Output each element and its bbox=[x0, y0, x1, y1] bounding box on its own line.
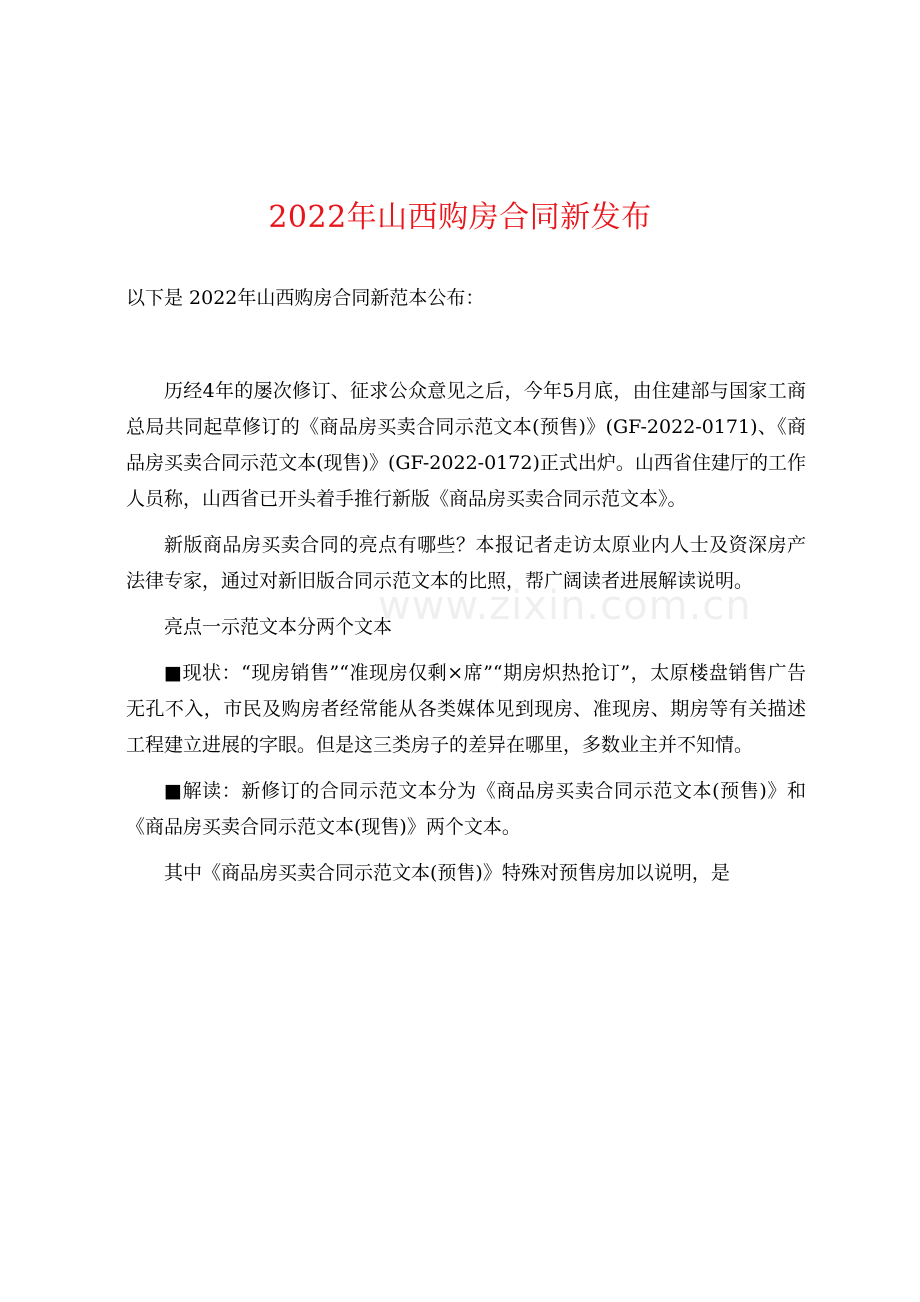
document-title: 2022年山西购房合同新发布 bbox=[268, 200, 652, 235]
watermark: www.zixin.com.cn bbox=[378, 583, 752, 629]
paragraph-background: 历经4年的屡次修订、征求公众意见之后，今年5月底，由住建部与国家工商总局共同起草修订的《商品房买卖合同示范文本(预售)》(GF-2022-0171)、《商品房买卖合同示范文本(现售)》(GF-2022-0172)正式出炉。山西省住建厅的工作人员称，山西省已开头着手推行新版《商品房买卖合同示范文本》。 bbox=[126, 380, 806, 510]
paragraph-presale-note: 其中《商品房买卖合同示范文本(预售)》特殊对预售房加以说明，是 bbox=[164, 862, 730, 884]
paragraph-status: ■现状：“现房销售”“准现房仅剩×席”“期房炽热抢订”，太原楼盘销售广告无孔不入，市民及购房者经常能从各类媒体见到现房、准现房、期房等有关描述工程建立进展的字眼。但是这三类房子的差异在哪里，多数业主并不知情。 bbox=[126, 662, 806, 756]
document-body bbox=[126, 373, 806, 901]
paragraph-interpretation: ■解读：新修订的合同示范文本分为《商品房买卖合同示范文本(预售)》和《商品房买卖合同示范文本(现售)》两个文本。 bbox=[126, 780, 806, 838]
section-heading-highlight-one: 亮点一示范文本分两个文本 bbox=[164, 616, 393, 638]
paragraph-highlights: 新版商品房买卖合同的亮点有哪些？本报记者走访太原业内人士及资深房产法律专家，通过对新旧版合同示范文本的比照，帮广阔读者进展解读说明。 bbox=[126, 534, 806, 592]
intro-line: 以下是 2022年山西购房合同新范本公布： bbox=[126, 287, 485, 309]
